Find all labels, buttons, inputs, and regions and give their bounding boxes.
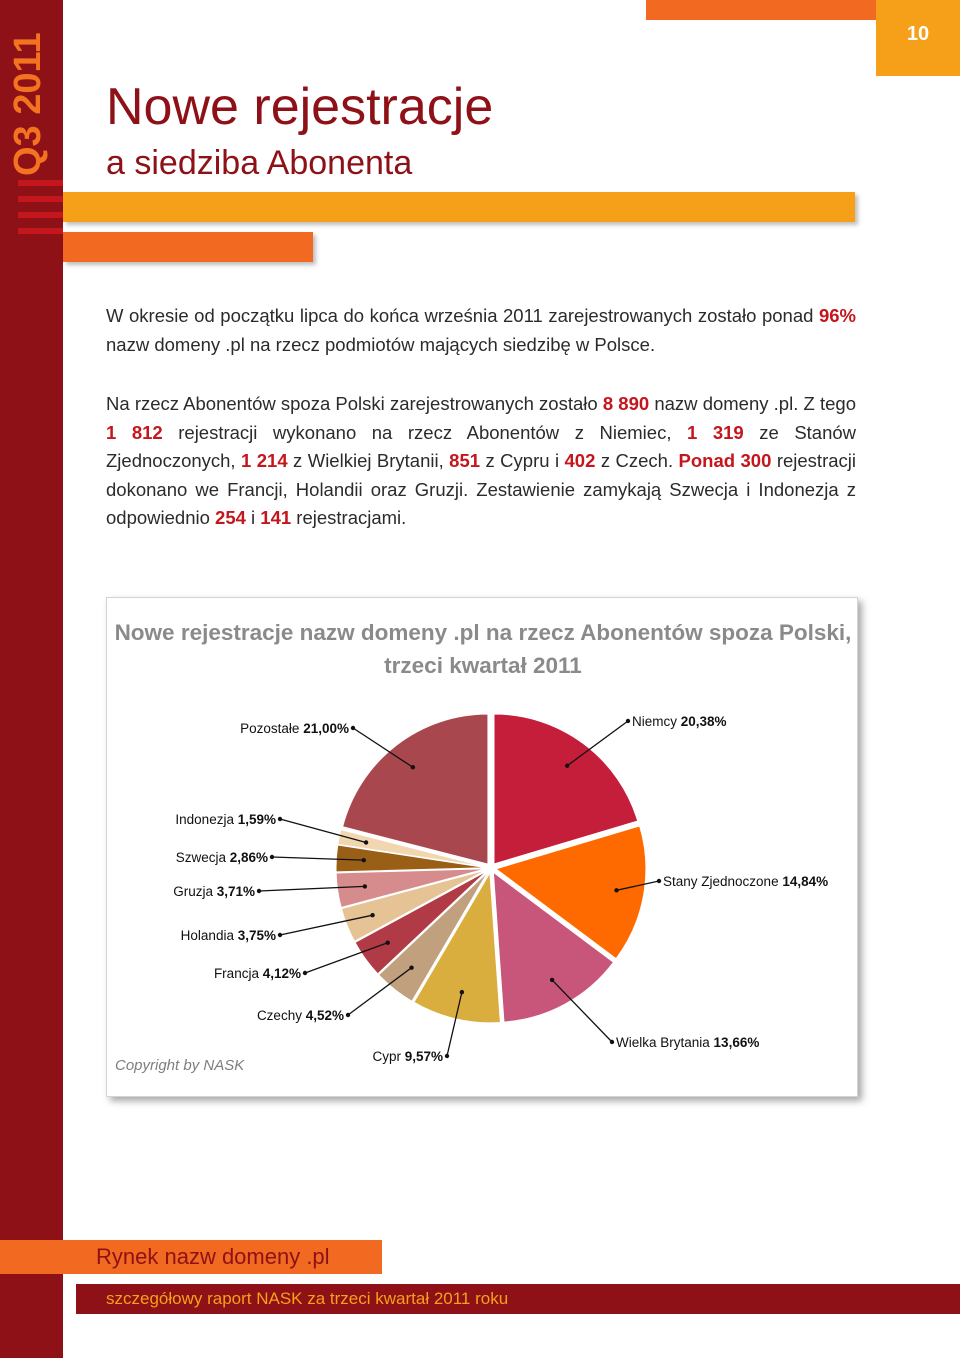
- footer-report-title: szczegółowy raport NASK za trzeci kwartał 2011 roku: [106, 1289, 509, 1308]
- slice-label: Indonezja 1,59%: [175, 812, 276, 827]
- footer-publication-title: Rynek nazw domeny .pl: [96, 1244, 330, 1269]
- leader-dot: [257, 889, 261, 893]
- leader-dot: [364, 840, 368, 844]
- page-subtitle: a siedziba Abonenta: [106, 144, 413, 182]
- slice-label: Szwecja 2,86%: [175, 850, 268, 865]
- slice-label: Cypr 9,57%: [372, 1049, 443, 1064]
- slice-label: Czechy 4,52%: [256, 1008, 344, 1023]
- leader-dot: [346, 1013, 350, 1017]
- slice-label: Pozostałe 21,00%: [240, 721, 349, 736]
- leader-dot: [460, 990, 464, 994]
- leader-dot: [565, 764, 569, 768]
- leader-dot: [657, 879, 661, 883]
- leader-dot: [303, 971, 307, 975]
- leader-dot: [626, 719, 630, 723]
- leader-dot: [362, 858, 366, 862]
- intro-paragraph: W okresie od początku lipca do końca września 2011 zarejestrowanych zostało ponad 96% nazw domeny .pl na rzecz podmiotów mających siedzibę w Polsce.: [106, 305, 856, 355]
- leader-dot: [614, 888, 618, 892]
- leader-dot: [351, 726, 355, 730]
- slice-label: Gruzja 3,71%: [173, 884, 255, 899]
- slice-label: Holandia 3,75%: [180, 928, 276, 943]
- page-title: Nowe rejestracje: [106, 78, 494, 136]
- leader-dot: [386, 941, 390, 945]
- slice-label: Francja 4,12%: [213, 966, 301, 981]
- leader-dot: [610, 1040, 614, 1044]
- leader-dot: [278, 817, 282, 821]
- leader-dot: [270, 855, 274, 859]
- leader-dot: [409, 966, 413, 970]
- leader-dot: [550, 978, 554, 982]
- leader-dot: [363, 884, 367, 888]
- chart-title: Nowe rejestracje nazw domeny .pl na rzecz Abonentów spoza Polski, trzeci kwartał 2011: [114, 620, 852, 678]
- slice-label: Stany Zjednoczone 14,84%: [663, 874, 829, 889]
- leader-dot: [278, 933, 282, 937]
- page-number: 10: [876, 0, 960, 76]
- leader-dot: [370, 913, 374, 917]
- quarter-label: Q3 2011: [7, 32, 49, 176]
- leader-dot: [445, 1054, 449, 1058]
- foreign-paragraph: Na rzecz Abonentów spoza Polski zarejestrowanych zostało 8 890 nazw domeny .pl. Z tego 1 812 rejestracji wykonano na rzecz Abonentów z Niemiec, 1 319 ze Stanów Zjednoczonych, 1 214 z Wielkiej Brytanii, 851 z Cypru i 402 z Czech. Ponad 300 rejestracji dokonano we Francji, Holandii oraz Gruzji. Zestawienie zamykają Szwecja i Indonezja z odpowiednio 254 i 141 rejestracjami.: [106, 393, 857, 528]
- slice-label: Niemcy 20,38%: [632, 714, 727, 729]
- slice-label: Wielka Brytania 13,66%: [616, 1035, 760, 1050]
- leader-dot: [411, 765, 415, 769]
- copyright-note: Copyright by NASK: [115, 1057, 245, 1074]
